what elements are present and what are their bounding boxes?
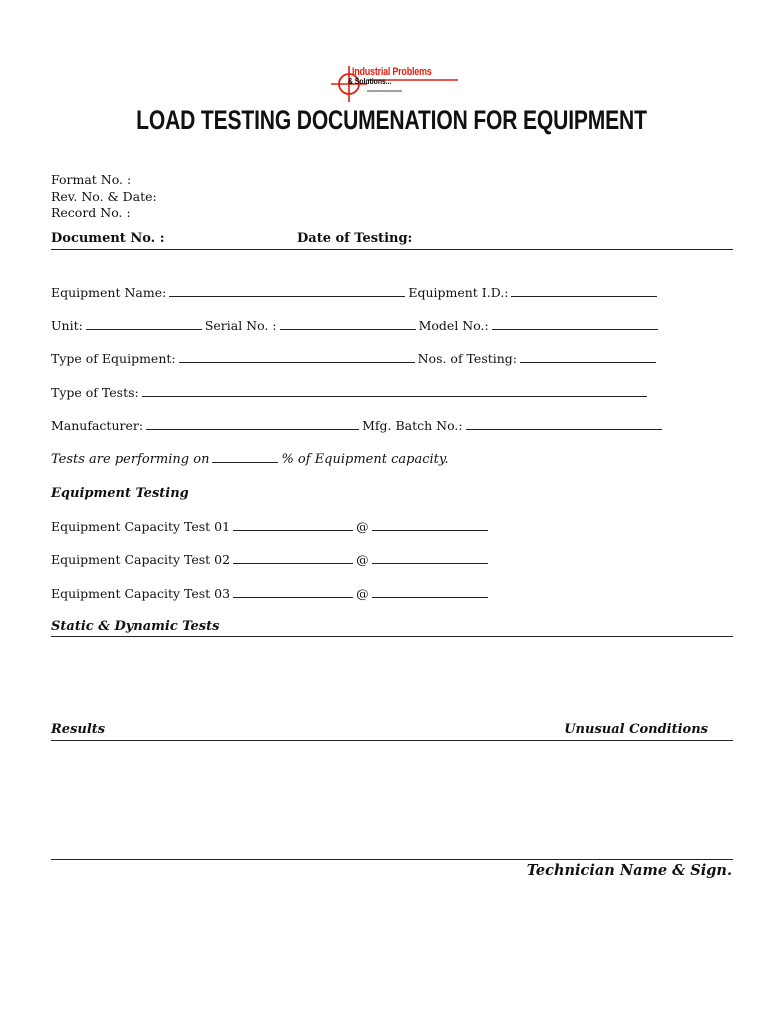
at-symbol: @ — [356, 586, 369, 601]
capacity-test-label: Equipment Capacity Test 01 — [51, 519, 231, 534]
results-heading: Results — [51, 722, 106, 737]
manufacturer-row — [51, 418, 665, 433]
equipment-id-field[interactable] — [511, 287, 657, 297]
type-of-equipment-label: Type of Equipment: — [51, 351, 176, 366]
logo-text-line2: & Solutions... — [348, 77, 392, 86]
nos-of-testing-label: Nos. of Testing: — [417, 351, 518, 366]
format-no-label: Format No. : — [51, 172, 132, 187]
serial-no-field[interactable] — [280, 320, 416, 330]
unusual-conditions-heading: Unusual Conditions — [564, 722, 708, 737]
serial-no-label: Serial No. : — [204, 318, 277, 333]
type-of-tests-field[interactable] — [142, 387, 647, 397]
divider — [51, 249, 733, 250]
divider — [51, 636, 733, 637]
capacity-note-prefix: Tests are performing on — [51, 452, 210, 467]
capacity-test-field[interactable] — [233, 588, 353, 598]
unit-label: Unit: — [51, 318, 83, 333]
mfg-batch-no-field[interactable] — [466, 420, 662, 430]
capacity-test-row — [51, 519, 491, 534]
manufacturer-label: Manufacturer: — [51, 418, 144, 433]
equipment-name-label: Equipment Name: — [51, 285, 167, 300]
manufacturer-field[interactable] — [146, 420, 359, 430]
signature-line — [51, 859, 733, 860]
document-meta — [51, 172, 157, 222]
capacity-test-label: Equipment Capacity Test 03 — [51, 586, 231, 601]
company-logo — [322, 64, 462, 104]
capacity-test-row — [51, 586, 491, 601]
model-no-field[interactable] — [492, 320, 658, 330]
capacity-test-field[interactable] — [233, 554, 353, 564]
document-no-label: Document No. : — [51, 231, 165, 246]
equipment-name-row — [51, 285, 660, 300]
capacity-test-at-field[interactable] — [372, 521, 488, 531]
at-symbol: @ — [356, 552, 369, 567]
capacity-test-at-field[interactable] — [372, 554, 488, 564]
divider — [51, 740, 733, 741]
capacity-test-label: Equipment Capacity Test 02 — [51, 552, 231, 567]
unit-row — [51, 318, 661, 333]
date-of-testing-label: Date of Testing: — [297, 231, 413, 246]
equipment-id-label: Equipment I.D.: — [408, 285, 509, 300]
equipment-testing-heading: Equipment Testing — [51, 486, 189, 501]
capacity-test-row — [51, 552, 491, 567]
capacity-note — [51, 452, 449, 467]
equipment-name-field[interactable] — [169, 287, 405, 297]
capacity-note-suffix: % of Equipment capacity. — [281, 452, 449, 467]
static-dynamic-heading: Static & Dynamic Tests — [51, 619, 220, 634]
type-of-tests-label: Type of Tests: — [51, 385, 139, 400]
model-no-label: Model No.: — [418, 318, 489, 333]
capacity-test-field[interactable] — [233, 521, 353, 531]
logo-text-line1: Industrial Problems — [352, 66, 432, 78]
rev-no-label: Rev. No. & Date: — [51, 188, 157, 204]
page-title: LOAD TESTING DOCUMENATION FOR EQUIPMENT — [136, 105, 647, 135]
type-of-tests-row — [51, 385, 650, 400]
capacity-percent-field[interactable] — [212, 453, 278, 463]
unit-field[interactable] — [86, 320, 202, 330]
type-of-equipment-row — [51, 351, 659, 366]
type-of-equipment-field[interactable] — [179, 353, 415, 363]
capacity-test-at-field[interactable] — [372, 588, 488, 598]
record-no-label: Record No. : — [51, 205, 131, 220]
mfg-batch-no-label: Mfg. Batch No.: — [362, 418, 463, 433]
at-symbol: @ — [356, 519, 369, 534]
nos-of-testing-field[interactable] — [520, 353, 656, 363]
technician-sign-label: Technician Name & Sign. — [526, 862, 732, 879]
